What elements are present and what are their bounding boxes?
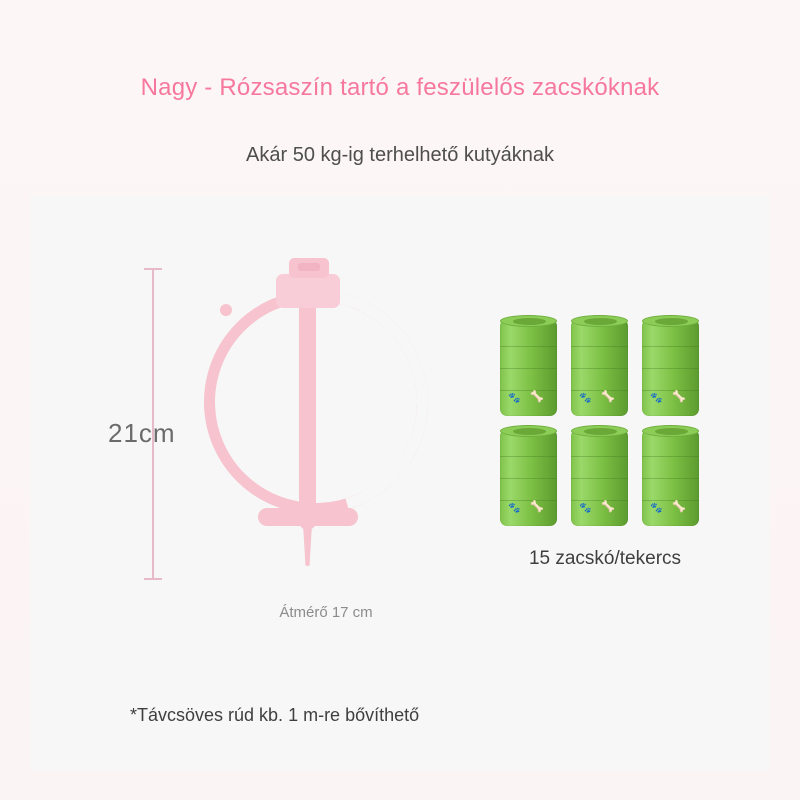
roll-cap-inner xyxy=(655,428,688,435)
page-subtitle: Akár 50 kg-ig terhelhető kutyáknak xyxy=(246,144,554,166)
roll-ridge xyxy=(500,346,557,347)
roll-cap-inner xyxy=(655,318,688,325)
paw-print-icon: 🐾 xyxy=(650,503,663,514)
roll-ridge xyxy=(642,500,699,501)
bone-icon: 🦴 xyxy=(672,391,686,403)
roll-cap xyxy=(500,425,557,437)
bag-roll xyxy=(642,430,699,526)
bone-icon: 🦴 xyxy=(530,391,544,403)
bracket-cap-bottom xyxy=(144,578,162,580)
bone-icon: 🦴 xyxy=(672,501,686,513)
bone-icon: 🦴 xyxy=(601,501,615,513)
paw-print-icon: 🐾 xyxy=(508,503,521,514)
holder-base-bar xyxy=(258,508,358,526)
pink-holder-illustration xyxy=(196,252,456,592)
roll-ridge xyxy=(571,368,628,369)
bag-roll xyxy=(642,320,699,416)
paw-print-icon: 🐾 xyxy=(650,393,663,404)
roll-cap xyxy=(571,425,628,437)
holder-rod-tip xyxy=(303,524,312,566)
bag-roll xyxy=(571,320,628,416)
diameter-label: Átmérő 17 cm xyxy=(279,604,373,621)
bone-icon: 🦴 xyxy=(530,501,544,513)
bag-roll xyxy=(500,430,557,526)
roll-ridge xyxy=(642,456,699,457)
roll-ridge xyxy=(500,390,557,391)
roll-ridge xyxy=(571,500,628,501)
holder-rod xyxy=(299,282,316,530)
roll-ridge xyxy=(571,478,628,479)
bone-icon: 🦴 xyxy=(601,391,615,403)
roll-ridge xyxy=(642,478,699,479)
paw-print-icon: 🐾 xyxy=(579,503,592,514)
bag-rolls-group xyxy=(500,320,710,542)
roll-cap xyxy=(642,425,699,437)
holder-clip-body xyxy=(276,274,340,308)
roll-ridge xyxy=(642,390,699,391)
roll-ridge xyxy=(571,456,628,457)
roll-cap-inner xyxy=(513,318,546,325)
roll-ridge xyxy=(500,500,557,501)
illustration-panel xyxy=(30,196,770,771)
bags-per-roll-label: 15 zacskó/tekercs xyxy=(528,548,682,569)
bag-roll xyxy=(571,430,628,526)
paw-print-icon: 🐾 xyxy=(579,393,592,404)
roll-ridge xyxy=(500,368,557,369)
holder-clip-notch xyxy=(298,263,320,271)
roll-cap xyxy=(642,315,699,327)
footnote-text: *Távcsöves rúd kb. 1 m-re bővíthető xyxy=(130,705,420,725)
bag-roll xyxy=(500,320,557,416)
page-title: Nagy - Rózsaszín tartó a feszülelős zacskóknak xyxy=(140,74,660,101)
roll-ridge xyxy=(571,346,628,347)
paw-print-icon: 🐾 xyxy=(508,393,521,404)
roll-cap-inner xyxy=(513,428,546,435)
roll-ridge xyxy=(571,390,628,391)
roll-cap xyxy=(571,315,628,327)
roll-ridge xyxy=(500,456,557,457)
holder-ring-tip xyxy=(220,304,232,316)
roll-cap-inner xyxy=(584,318,617,325)
roll-cap-inner xyxy=(584,428,617,435)
height-label: 21cm xyxy=(108,418,176,448)
roll-cap xyxy=(500,315,557,327)
roll-ridge xyxy=(500,478,557,479)
roll-ridge xyxy=(642,346,699,347)
roll-ridge xyxy=(642,368,699,369)
